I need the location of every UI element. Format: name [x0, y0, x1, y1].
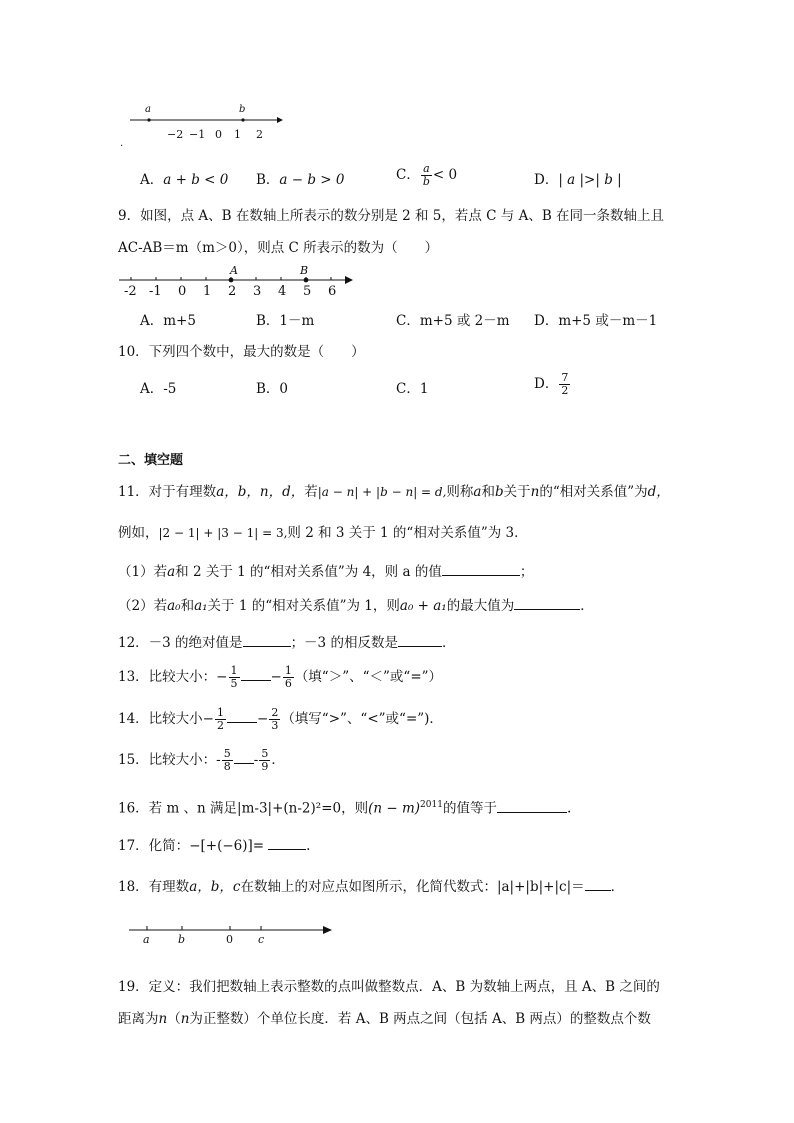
q8-tick-neg1: −1	[189, 128, 206, 141]
q10-stem: 10．下列四个数中，最大的数是（ ）	[118, 344, 365, 360]
q8-tick-2: 2	[256, 128, 263, 141]
q8-option-d[interactable]: D．| a |>| b |	[534, 172, 622, 188]
q11-sub2-answer-blank[interactable]	[514, 597, 580, 610]
q9-tick-6: 6	[328, 284, 337, 299]
q18-label-b: b	[178, 933, 186, 946]
q12: 12．－3 的绝对值是 ；－3 的相反数是 ．	[118, 635, 456, 651]
q15: 15．比较大小：- $\frac{5}{8}$ - $\frac{5}{9}$ ．	[118, 747, 285, 773]
q16: 16．若 m 、n 满足|m-3|+(n-2)²=0，则$(n - m)^{2011}$的值等于 .	[118, 800, 572, 817]
q9-stem-line2: AC-AB＝m（m＞0），则点 C 所表示的数为（ ）	[118, 240, 439, 256]
q9-stem-line1: 9．如图，点 A、B 在数轴上所表示的数分别是 2 和 5，若点 C 与 A、B 在同一条数轴上且	[118, 208, 665, 224]
q9-tick-1: 1	[203, 284, 212, 299]
q9-tick-0: 0	[178, 284, 187, 299]
q17: 17．化简：−[+(−6)]= .	[118, 838, 311, 854]
q8-option-c[interactable]: C． $\frac{a}{b}$ < 0	[396, 162, 458, 188]
q18-label-c: c	[258, 933, 265, 946]
q9-point-b-label: B	[300, 264, 309, 277]
q16-blank[interactable]	[497, 800, 567, 813]
q8-label-a: a	[145, 104, 151, 115]
q18: 18．有理数a，b，c在数轴上的对应点如图所示，化简代数式：|a|+|b|+|c|＝ ．	[118, 879, 625, 895]
q12-blank-2[interactable]	[398, 634, 442, 647]
q15-blank[interactable]	[234, 751, 254, 764]
q10-option-c[interactable]: C．1	[396, 381, 429, 397]
q9-tick-2: 2	[228, 284, 237, 299]
q18-label-0: 0	[226, 933, 233, 946]
q11-sub1-answer-blank[interactable]	[442, 563, 520, 576]
q11-line2: 例如，|2 − 1| + |3 − 1| = 3,则 2 和 3 关于 1 的“相对关系值”为 3．	[118, 525, 528, 541]
q8-option-a[interactable]: A．a + b < 0	[140, 172, 229, 188]
q10-option-b[interactable]: B．0	[256, 381, 289, 397]
q9-option-d[interactable]: D．m+5 或－m－1	[534, 313, 658, 329]
q12-blank-1[interactable]	[243, 634, 291, 647]
q11-sub2: （2）若a₀和a₁关于 1 的“相对关系值”为 1，则a₀ + a₁的最大值为 ．	[118, 598, 594, 614]
q8-tick-neg2: −2	[167, 128, 184, 141]
q14: 14．比较大小− $\frac{1}{2}$ − $\frac{2}{3}$ （填写“>”、“<”或“=”)．	[118, 706, 443, 732]
q11-line1: 11．对于有理数a，b，n，d，若|a − n| + |b − n| = d,则称a和b关于n的“相对关系值”为d，	[118, 484, 670, 500]
q19-line2: 距离为n（n为正整数）个单位长度．若 A、B 两点之间（包括 A、B 两点）的整数点个数	[118, 1011, 651, 1027]
q18-blank[interactable]	[585, 878, 611, 891]
q9-tick-neg1: -1	[149, 284, 162, 299]
q9-tick-neg2: -2	[124, 284, 137, 299]
q10-option-d[interactable]: D． $\frac{7}{2}$	[534, 371, 569, 397]
q9-tick-4: 4	[278, 284, 287, 299]
q8-stray-dot: .	[120, 138, 124, 149]
q11-sub1: （1）若a和 2 关于 1 的“相对关系值”为 4，则 a 的值 ；	[118, 564, 534, 580]
q9-option-c[interactable]: C．m+5 或 2－m	[396, 313, 510, 329]
q9-point-a-label: A	[230, 264, 238, 277]
q17-blank[interactable]	[268, 837, 306, 850]
q8-label-b: b	[239, 104, 246, 115]
q9-option-a[interactable]: A．m+5	[140, 313, 196, 329]
section-title-fill-in: 二、填空题	[118, 453, 184, 468]
q9-tick-3: 3	[253, 284, 262, 299]
q8-tick-0: 0	[215, 128, 222, 141]
q14-blank[interactable]	[227, 710, 257, 723]
q18-label-a: a	[143, 933, 150, 946]
q8-option-b[interactable]: B．a − b > 0	[256, 172, 345, 188]
q9-option-b[interactable]: B．1－m	[256, 313, 315, 329]
q10-option-a[interactable]: A．-5	[140, 381, 177, 397]
q9-tick-5: 5	[303, 284, 312, 299]
q13-blank[interactable]	[241, 668, 271, 681]
q8-tick-1: 1	[234, 128, 241, 141]
q19-line1: 19．定义：我们把数轴上表示整数的点叫做整数点．A、B 为数轴上两点，且 A、B 之间的	[118, 979, 660, 995]
q13: 13．比较大小：− $\frac{1}{5}$ − $\frac{1}{6}$ （填“＞”、“＜”或“=”）	[118, 664, 443, 690]
